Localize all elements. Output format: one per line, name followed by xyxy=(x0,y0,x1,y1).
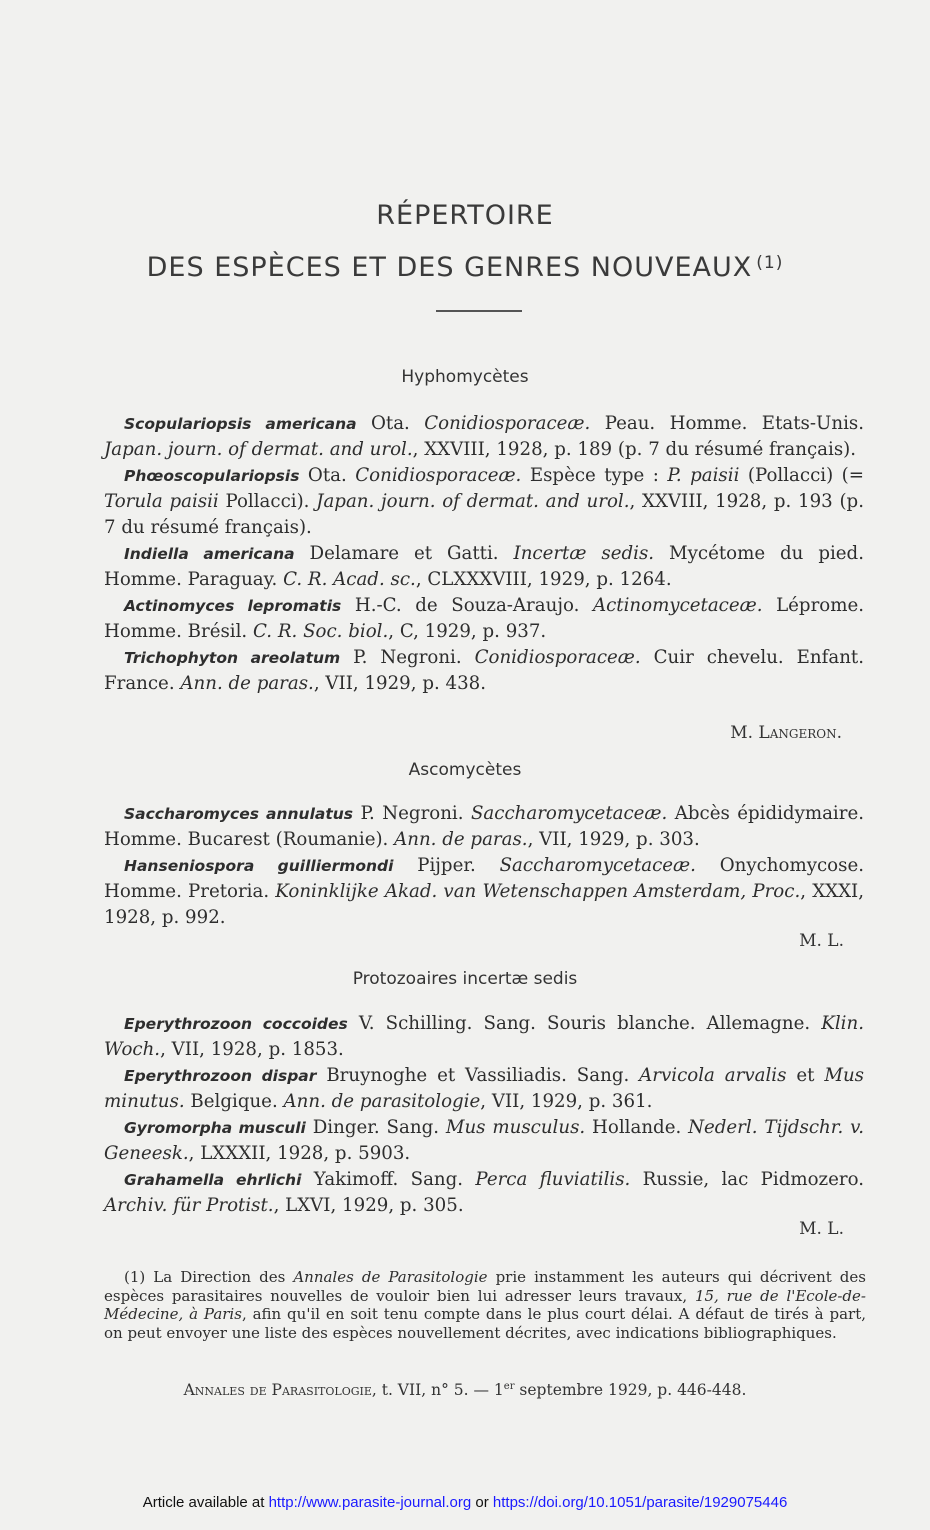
species-name: Indiella americana xyxy=(124,545,295,563)
species-name: Trichophyton areolatum xyxy=(124,649,341,667)
author-signature: M. Langeron. xyxy=(730,723,842,743)
title-divider xyxy=(436,310,522,312)
footnote: (1) La Direction des Annales de Parasitologie prie instamment les auteurs qui décrivent des espèces parasitaires nouvelles de vouloir bien lui adresser leurs travaux, 15, rue de l'Ecole-de-Médecine, à Paris, afin qu'il en soit tenu compte dans le plus court délai. A défaut de tirés à part, on peut envoyer une liste des espèces nouvellement décrites, avec indications bibliographiques. xyxy=(104,1268,866,1342)
species-name: Hanseniospora guilliermondi xyxy=(124,857,394,875)
species-entry: Phœoscopulariopsis Ota. Conidiosporaceæ. Espèce type : P. paisii (Pollacci) (= Torula paisii Pollacci). Japan. journ. of dermat. and urol., XXVIII, 1928, p. 193 (p. 7 du résumé français). xyxy=(104,465,864,538)
section-heading-protozoaires: Protozoaires incertæ sedis xyxy=(352,969,578,989)
species-entry: Actinomyces lepromatis H.-C. de Souza-Araujo. Actinomycetaceæ. Léprome. Homme. Brésil. C. R. Soc. biol., C, 1929, p. 937. xyxy=(104,595,865,642)
journal-link[interactable]: http://www.parasite-journal.org xyxy=(268,1494,472,1511)
species-name: Phœoscopulariopsis xyxy=(124,467,300,485)
section-heading-hyphomycetes: Hyphomycètes xyxy=(401,367,529,387)
page-subtitle: DES ESPÈCES ET DES GENRES NOUVEAUX $^{(1)}$ xyxy=(146,252,784,283)
species-entry: Eperythrozoon coccoides V. Schilling. Sang. Souris blanche. Allemagne. Klin. Woch., VII, 1928, p. 1853. xyxy=(104,1013,864,1060)
article-access-line: Article available at http://www.parasite-journal.org or https://doi.org/10.1051/parasite/1929075446 xyxy=(142,1494,788,1511)
author-signature: M. L. xyxy=(799,931,844,951)
species-entry: Indiella americana Delamare et Gatti. Incertæ sedis. Mycétome du pied. Homme. Paraguay. C. R. Acad. sc., CLXXXVIII, 1929, p. 1264. xyxy=(104,543,864,590)
title-footnote-mark: (1) xyxy=(756,253,784,273)
page-title: RÉPERTOIRE xyxy=(376,200,554,231)
species-entry: Scopulariopsis americana Ota. Conidiosporaceæ. Peau. Homme. Etats-Unis. Japan. journ. of dermat. and urol., XXVIII, 1928, p. 189 (p. 7 du résumé français). xyxy=(104,413,864,460)
species-entry: Hanseniospora guilliermondi Pijper. Saccharomycetaceæ. Onychomycose. Homme. Pretoria. Koninklijke Akad. van Wetenschappen Amsterdam, Proc., XXXI, 1928, p. 992. xyxy=(104,855,864,928)
species-name: Scopulariopsis americana xyxy=(124,415,357,433)
species-name: Actinomyces lepromatis xyxy=(124,597,342,615)
species-name: Eperythrozoon coccoides xyxy=(124,1015,348,1033)
species-name: Eperythrozoon dispar xyxy=(124,1067,317,1085)
section-heading-ascomycetes: Ascomycètes xyxy=(408,760,522,780)
species-name: Gyromorpha musculi xyxy=(124,1119,306,1137)
species-entry: Eperythrozoon dispar Bruynoghe et Vassiliadis. Sang. Arvicola arvalis et Mus minutus. Belgique. Ann. de parasitologie, VII, 1929, p. 361. xyxy=(104,1065,865,1112)
doi-link[interactable]: https://doi.org/10.1051/parasite/1929075446 xyxy=(492,1494,788,1511)
author-signature: M. L. xyxy=(799,1219,844,1239)
section-ascomycetes xyxy=(104,801,864,931)
species-entry: Trichophyton areolatum P. Negroni. Conidiosporaceæ. Cuir chevelu. Enfant. France. Ann. de paras., VII, 1929, p. 438. xyxy=(104,647,864,694)
species-name: Saccharomyces annulatus xyxy=(124,805,354,823)
species-entry: Gyromorpha musculi Dinger. Sang. Mus musculus. Hollande. Nederl. Tijdschr. v. Geneesk., LXXXII, 1928, p. 5903. xyxy=(104,1117,864,1164)
section-protozoaires xyxy=(104,1011,864,1219)
species-name: Grahamella ehrlichi xyxy=(124,1171,302,1189)
species-entry: Saccharomyces annulatus P. Negroni. Saccharomycetaceæ. Abcès épididymaire. Homme. Bucarest (Roumanie). Ann. de paras., VII, 1929, p. 303. xyxy=(104,803,864,850)
journal-citation: Annales de Parasitologie, t. VII, n° 5. — 1er septembre 1929, p. 446-448. xyxy=(183,1381,747,1400)
section-hyphomycetes xyxy=(104,411,864,697)
species-entry: Grahamella ehrlichi Yakimoff. Sang. Perca fluviatilis. Russie, lac Pidmozero. Archiv. für Protist., LXVI, 1929, p. 305. xyxy=(104,1169,864,1216)
